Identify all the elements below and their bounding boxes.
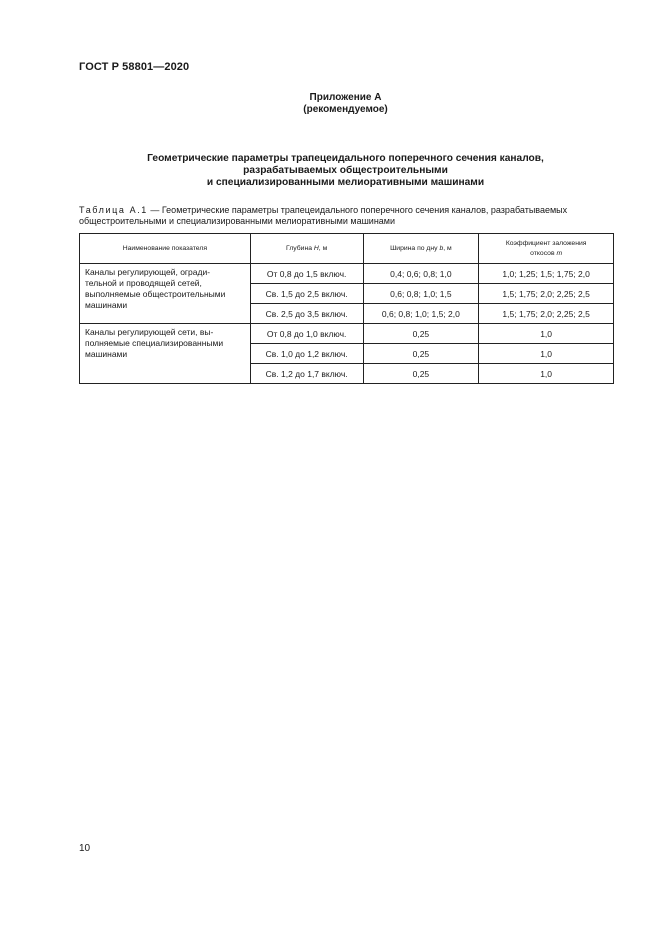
header-depth-prefix: Глубина: [286, 244, 314, 252]
section-title: [0, 153, 661, 189]
table-caption-prefix: Таблица А.1: [79, 205, 148, 215]
section-title-line-1: Геометрические параметры трапецеидального поперечного сечения каналов,: [147, 153, 544, 164]
depth-cell: Св. 1,0 до 1,2 включ.: [250, 344, 363, 364]
depth-cell: Св. 1,5 до 2,5 включ.: [250, 284, 363, 304]
group-name-cell: [80, 264, 251, 324]
section-title-line-2: разрабатываемых общестроительными: [243, 165, 448, 176]
appendix-title: Приложение А: [309, 92, 382, 103]
header-width: [363, 234, 479, 264]
width-cell: 0,25: [363, 344, 479, 364]
group-name-line: тельной и проводящей сетей,: [85, 278, 202, 288]
slope-cell: 1,0; 1,25; 1,5; 1,75; 2,0: [479, 264, 614, 284]
header-slope-prefix: откосов: [530, 249, 557, 257]
header-name: Наименование показателя: [80, 234, 251, 264]
header-slope-line-1: Коэффициент заложения: [505, 239, 587, 247]
table-caption: [79, 205, 619, 227]
group-name-line: машинами: [85, 349, 128, 359]
header-slope: [479, 234, 614, 264]
group-name-line: Каналы регулирующей сети, вы-: [85, 327, 214, 337]
depth-cell: Св. 2,5 до 3,5 включ.: [250, 304, 363, 324]
table-header-row: [80, 234, 614, 264]
channel-parameters-table: [79, 233, 614, 384]
header-width-suffix: , м: [443, 244, 452, 252]
header-depth-var: H: [313, 244, 319, 252]
depth-cell: Св. 1,2 до 1,7 включ.: [250, 364, 363, 384]
slope-cell: 1,0: [479, 344, 614, 364]
width-cell: 0,25: [363, 324, 479, 344]
header-width-prefix: Ширина по дну: [390, 244, 440, 252]
width-cell: 0,25: [363, 364, 479, 384]
appendix-status: (рекомендуемое): [303, 104, 388, 115]
document-code: ГОСТ Р 58801—2020: [79, 61, 190, 73]
slope-cell: 1,0: [479, 364, 614, 384]
slope-cell: 1,0: [479, 324, 614, 344]
group-name-line: выполняемые общестроительными: [85, 289, 226, 299]
table-row: [80, 324, 614, 344]
depth-cell: От 0,8 до 1,0 включ.: [250, 324, 363, 344]
group-name-line: полняемые специализированными: [85, 338, 224, 348]
header-slope-line-2: [483, 249, 609, 259]
header-width-var: b: [439, 244, 444, 252]
slope-cell: 1,5; 1,75; 2,0; 2,25; 2,5: [479, 284, 614, 304]
group-name-cell: [80, 324, 251, 384]
table-row: [80, 264, 614, 284]
width-cell: 0,6; 0,8; 1,0; 1,5; 2,0: [363, 304, 479, 324]
header-slope-var: m: [556, 249, 563, 257]
slope-cell: 1,5; 1,75; 2,0; 2,25; 2,5: [479, 304, 614, 324]
page-number: 10: [79, 843, 91, 854]
width-cell: 0,6; 0,8; 1,0; 1,5: [363, 284, 479, 304]
table-caption-text: — Геометрические параметры трапецеидального поперечного сечения каналов, разрабатываемых общестроительными и специализированными мелиоративными машинами: [79, 205, 568, 226]
depth-cell: От 0,8 до 1,5 включ.: [250, 264, 363, 284]
group-name-line: машинами: [85, 300, 128, 310]
section-title-line-3: и специализированными мелиоративными машинами: [206, 177, 485, 188]
header-depth-suffix: , м: [318, 244, 328, 252]
appendix-heading: [0, 92, 661, 116]
group-name-line: Каналы регулирующей, огради-: [85, 267, 211, 277]
width-cell: 0,4; 0,6; 0,8; 1,0: [363, 264, 479, 284]
header-depth: [250, 234, 363, 264]
